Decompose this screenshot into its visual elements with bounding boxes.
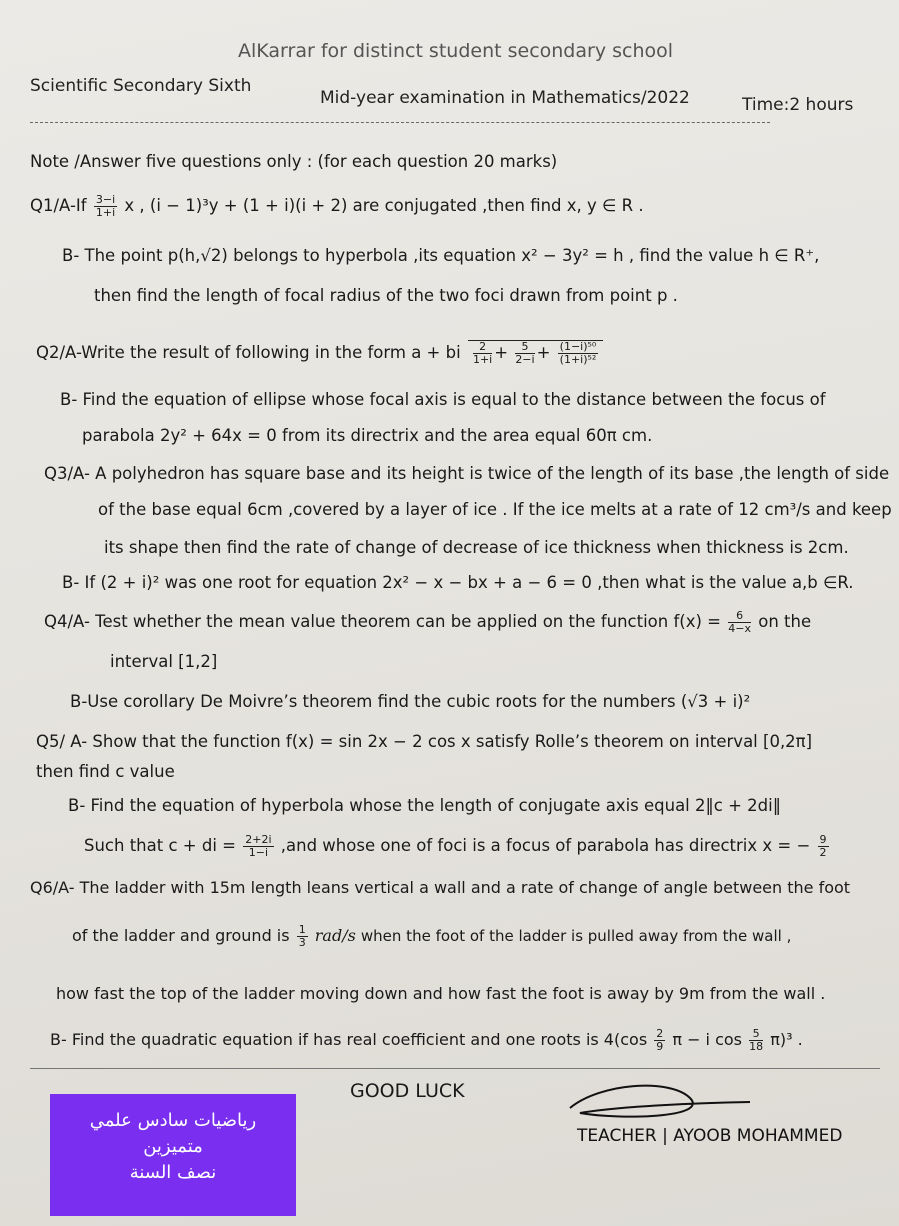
q6-b-fraction-1 xyxy=(654,1028,665,1053)
q2-frac-3-num: (1−i)⁵⁰ xyxy=(559,340,597,353)
q4-a-line2: interval [1,2] xyxy=(110,652,218,671)
q6-b-fraction-2 xyxy=(749,1028,763,1053)
q3-a-line2: of the base equal 6cm ,covered by a layer of ice . If the ice melts at a rate of 12 cm³/s and keep xyxy=(98,500,892,519)
badge-line-2: متميزين xyxy=(143,1136,203,1157)
q5-b-fraction-2 xyxy=(818,834,829,859)
q6-b-frac1-num: 2 xyxy=(656,1027,664,1040)
q6-a-line2 xyxy=(72,924,791,949)
q4-a-text: Q4/A- Test whether the mean value theorem can be applied on the function f(x) = xyxy=(44,612,721,631)
q5-a-line1: Q5/ A- Show that the function f(x) = sin 2x − 2 cos x satisfy Rolle’s theorem on interval [0,2π] xyxy=(36,732,813,751)
footer-divider xyxy=(30,1068,880,1069)
q5-b-frac-den: 1−i xyxy=(248,846,269,859)
q5-b-frac2-num: 9 xyxy=(819,833,827,846)
q2-b-line1: B- Find the equation of ellipse whose focal axis is equal to the distance between the focus of xyxy=(60,390,826,409)
teacher-signature xyxy=(560,1078,760,1123)
q5-a-line2: then find c value xyxy=(36,762,175,781)
q6-b xyxy=(50,1028,803,1053)
q2-a xyxy=(36,340,603,366)
q6-a-unit: rad/s xyxy=(314,926,356,945)
q2-frac-1-num: 2 xyxy=(473,341,492,354)
q6-b-frac2-num: 5 xyxy=(749,1028,763,1041)
q2-a-sqrt-expression: $\frac{2}{1+i}$ + $\frac{5}{2-i}$ + $\frac{\text{(1−i)⁵⁰}}{\text{(1+i)⁵²}}$ xyxy=(468,340,603,366)
q6-b-post: π)³ . xyxy=(770,1030,803,1049)
q5-b-line2 xyxy=(84,834,831,859)
q6-a-pre: of the ladder and ground is xyxy=(72,926,290,945)
q6-a-line3: how fast the top of the ladder moving down and how fast the foot is away by 9m from the wall . xyxy=(56,984,826,1003)
q4-a-frac-den: 4−x xyxy=(728,622,751,635)
q1-a xyxy=(30,194,644,219)
q2-b-line2: parabola 2y² + 64x = 0 from its directrix and the area equal 60π cm. xyxy=(82,426,653,445)
q3-a-line3: its shape then find the rate of change of decrease of ice thickness when thickness is 2cm. xyxy=(104,538,849,557)
q1-a-frac-num: 3−i xyxy=(95,193,116,206)
q1-a-rest: x , (i − 1)³y + (1 + i)(i + 2) are conjugated ,then find x, y ∈ R . xyxy=(124,196,644,215)
exam-time: Time:2 hours xyxy=(742,95,854,115)
school-name: AlKarrar for distinct student secondary school xyxy=(238,40,674,62)
q6-a-frac-num: 1 xyxy=(298,923,306,936)
q4-a-frac-num: 6 xyxy=(728,610,751,623)
q6-b-pre: B- Find the quadratic equation if has real coefficient and one roots is 4(cos xyxy=(50,1030,648,1049)
q6-b-frac1-den: 9 xyxy=(656,1040,664,1053)
q1-a-prefix: Q1/A-If xyxy=(30,196,87,215)
exam-title: Mid-year examination in Mathematics/2022 xyxy=(320,88,690,108)
badge-line-3: نصف السنة xyxy=(129,1162,217,1183)
q2-frac-3-den: (1+i)⁵² xyxy=(559,353,597,366)
q6-a-frac-den: 3 xyxy=(298,936,306,949)
q2-frac-2-num: 5 xyxy=(515,341,534,354)
q1-a-fraction xyxy=(94,194,117,219)
q2-frac-2-den: 2−i xyxy=(515,353,535,366)
note-text: Note /Answer five questions only : (for each question 20 marks) xyxy=(30,152,558,171)
q5-b-fraction xyxy=(243,834,273,859)
q3-b: B- If (2 + i)² was one root for equation 2x² − x − bx + a − 6 = 0 ,then what is the value a,b ∈R. xyxy=(62,573,854,592)
q5-b-post: ,and whose one of foci is a focus of parabola has directrix x = − xyxy=(280,836,811,855)
q2-frac-1 xyxy=(473,341,492,366)
q5-b-frac-num: 2+2i xyxy=(245,833,272,846)
header-divider xyxy=(30,122,770,123)
q5-b-pre: Such that c + di = xyxy=(84,836,236,855)
q4-a-tail: on the xyxy=(758,612,812,631)
good-luck-text: GOOD LUCK xyxy=(350,1080,465,1102)
watermark-badge xyxy=(50,1094,296,1216)
q4-a-fraction xyxy=(728,610,751,635)
q6-b-mid: π − i cos xyxy=(672,1030,743,1049)
q2-frac-2 xyxy=(515,341,534,366)
q4-b: B-Use corollary De Moivre’s theorem find the cubic roots for the numbers (√3 + i)² xyxy=(70,692,751,711)
q6-a-line1: Q6/A- The ladder with 15m length leans vertical a wall and a rate of change of angle between the foot xyxy=(30,878,851,897)
q6-a-post: when the foot of the ladder is pulled away from the wall , xyxy=(360,927,792,945)
q2-frac-1-den: 1+i xyxy=(472,353,493,366)
q2-frac-3 xyxy=(558,341,599,366)
q3-a-line1: Q3/A- A polyhedron has square base and its height is twice of the length of its base ,the length of side xyxy=(44,464,890,483)
q4-a xyxy=(44,610,811,635)
q2-a-text: Q2/A-Write the result of following in the form a + bi xyxy=(36,343,461,362)
q1-b-line2: then find the length of focal radius of the two foci drawn from point p . xyxy=(94,286,678,305)
class-label: Scientific Secondary Sixth xyxy=(30,76,252,96)
q1-a-frac-den: 1+i xyxy=(95,206,116,219)
q5-b-line1: B- Find the equation of hyperbola whose the length of conjugate axis equal 2‖c + 2di‖ xyxy=(68,796,781,815)
q6-b-frac2-den: 18 xyxy=(749,1040,764,1053)
teacher-name: TEACHER | AYOOB MOHAMMED xyxy=(577,1126,843,1146)
q1-b-line1: B- The point p(h,√2) belongs to hyperbola ,its equation x² − 3y² = h , find the value h ∈ R⁺, xyxy=(62,246,820,265)
q6-a-fraction xyxy=(297,924,308,949)
badge-line-1: رياضيات سادس علمي xyxy=(89,1110,257,1131)
q5-b-frac2-den: 2 xyxy=(819,846,827,859)
